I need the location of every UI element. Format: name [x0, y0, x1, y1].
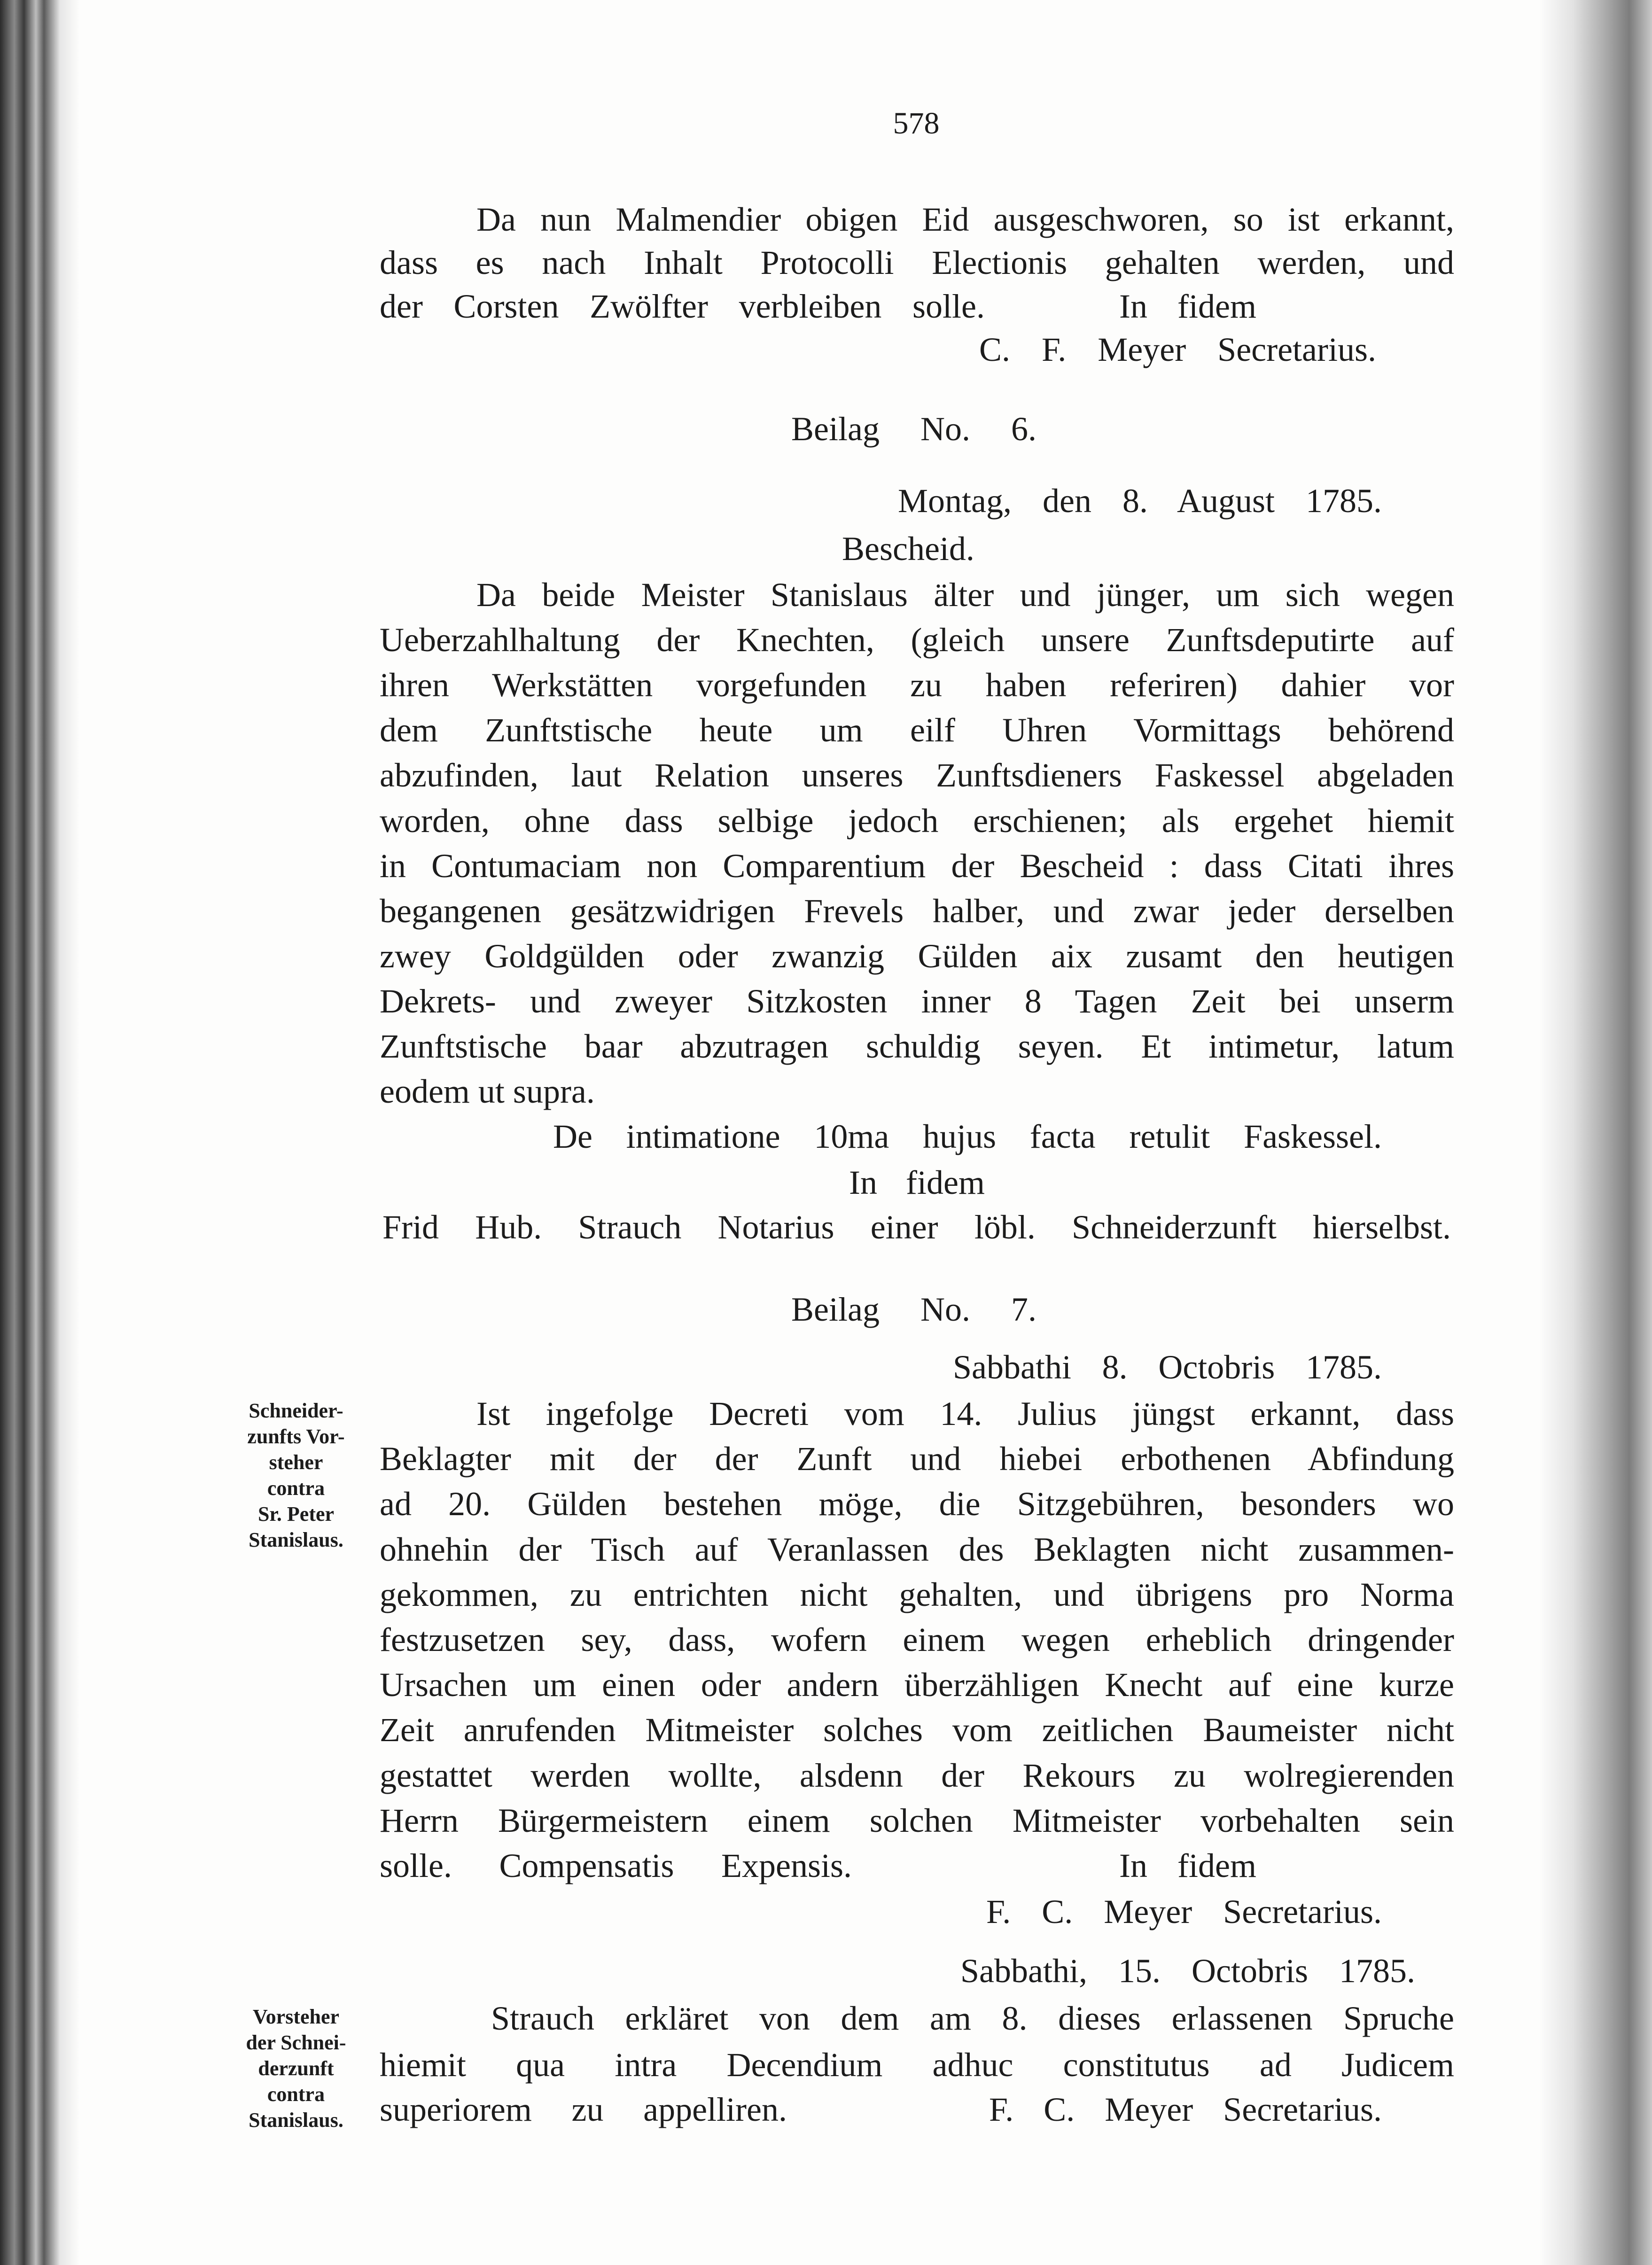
paragraph-line: abzufinden, laut Relation unseres Zunftsdieners Faskessel abgeladen	[380, 756, 1454, 794]
margin-note-line: contra	[267, 2083, 325, 2106]
paragraph-line: Zunftstische baar abzutragen schuldig seyen. Et intimetur, latum	[380, 1027, 1454, 1065]
margin-note-beilag7	[221, 1398, 371, 1553]
margin-note-appeal	[221, 2004, 371, 2133]
paragraph-line: ihren Werkstätten vorgefunden zu haben referiren) dahier vor	[380, 666, 1454, 704]
margin-note-line: Stanislaus.	[249, 2109, 343, 2132]
margin-note-line: derzunft	[258, 2057, 334, 2080]
paragraph-line: Dekrets- und zweyer Sitzkosten inner 8 Tagen Zeit bei unserm	[380, 982, 1454, 1020]
paragraph-line: Da beide Meister Stanislaus älter und jünger, um sich wegen	[476, 576, 1454, 614]
paragraph-line: worden, ohne dass selbige jedoch erschienen; als ergehet hiemit	[380, 802, 1454, 840]
margin-note-line: Sr. Peter	[257, 1502, 335, 1526]
paragraph-line: solle. Compensatis Expensis.	[380, 1847, 852, 1884]
page-number: 578	[893, 106, 940, 140]
margin-note-line: zunfts Vor-	[247, 1425, 345, 1448]
text-line: dass es nach Inhalt Protocolli Electionis gehalten werden, und	[380, 244, 1454, 281]
paragraph-line: Ist ingefolge Decreti vom 14. Julius jüngst erkannt, dass	[476, 1395, 1454, 1432]
margin-note-line: der Schnei-	[246, 2031, 346, 2054]
margin-note-line: Stanislaus.	[249, 1528, 343, 1551]
signature: F. C. Meyer Secretarius.	[989, 2091, 1382, 2128]
in-fidem: In fidem	[849, 1164, 985, 1201]
paragraph-line: dem Zunftstische heute um eilf Uhren Vormittags behörend	[380, 711, 1454, 749]
signature: C. F. Meyer Secretarius.	[979, 331, 1376, 368]
paragraph-line: Herrn Bürgermeistern einem solchen Mitmeister vorbehalten sein	[380, 1801, 1454, 1839]
section-heading: Beilag No. 7.	[791, 1291, 1036, 1328]
date-line: Montag, den 8. August 1785.	[898, 482, 1382, 520]
section-title: Bescheid.	[842, 530, 974, 568]
paragraph-line: festzusetzen sey, dass, wofern einem wegen erheblich dringender	[380, 1621, 1454, 1658]
page-edge-shadow	[1539, 0, 1652, 2265]
margin-note-line: Schneider-	[249, 1399, 343, 1422]
paragraph-line: gekommen, zu entrichten nicht gehalten, und übrigens pro Norma	[380, 1575, 1454, 1613]
paragraph-line: eodem ut supra.	[380, 1073, 595, 1111]
paragraph-line: ohnehin der Tisch auf Veranlassen des Beklagten nicht zusammen-	[380, 1530, 1454, 1568]
paragraph-line: Strauch erkläret von dem am 8. dieses erlassenen Spruche	[491, 2000, 1454, 2037]
intimation-line: De intimatione 10ma hujus facta retulit Faskessel.	[553, 1118, 1382, 1155]
in-fidem: In fidem	[1119, 1847, 1256, 1884]
text-line: Da nun Malmendier obigen Eid ausgeschworen, so ist erkannt,	[476, 201, 1454, 238]
paragraph-line: in Contumaciam non Comparentium der Bescheid : dass Citati ihres	[380, 847, 1454, 885]
section-heading: Beilag No. 6.	[791, 410, 1036, 448]
book-binding-edge	[0, 0, 80, 2265]
paragraph-line: Ueberzahlhaltung der Knechten, (gleich unsere Zunftsdeputirte auf	[380, 621, 1454, 659]
in-fidem: In fidem	[1119, 288, 1256, 325]
paragraph-line: gestattet werden wollte, alsdenn der Rekours zu wolregierenden	[380, 1756, 1454, 1794]
date-line: Sabbathi, 15. Octobris 1785.	[960, 1952, 1415, 1990]
paragraph-line: Ursachen um einen oder andern überzähligen Knecht auf eine kurze	[380, 1666, 1454, 1704]
paragraph-line: superiorem zu appelliren.	[380, 2091, 787, 2128]
text-line: der Corsten Zwölfter verbleiben solle.	[380, 288, 985, 325]
paragraph-line: ad 20. Gülden bestehen möge, die Sitzgebühren, besonders wo	[380, 1485, 1454, 1523]
signature: Frid Hub. Strauch Notarius einer löbl. Schneiderzunft hierselbst.	[382, 1208, 1451, 1246]
paragraph-line: begangenen gesätzwidrigen Frevels halber, und zwar jeder derselben	[380, 892, 1454, 930]
margin-note-line: contra	[267, 1477, 325, 1500]
paragraph-line: zwey Goldgülden oder zwanzig Gülden aix zusamt den heutigen	[380, 937, 1454, 975]
paragraph-line: Beklagter mit der der Zunft und hiebei erbothenen Abfindung	[380, 1440, 1454, 1478]
paragraph-line: hiemit qua intra Decendium adhuc constitutus ad Judicem	[380, 2046, 1454, 2084]
margin-note-line: steher	[269, 1451, 323, 1474]
date-line: Sabbathi 8. Octobris 1785.	[953, 1348, 1382, 1386]
signature: F. C. Meyer Secretarius.	[986, 1893, 1382, 1930]
margin-note-line: Vorsteher	[252, 2005, 340, 2028]
paragraph-line: Zeit anrufenden Mitmeister solches vom zeitlichen Baumeister nicht	[380, 1711, 1454, 1749]
